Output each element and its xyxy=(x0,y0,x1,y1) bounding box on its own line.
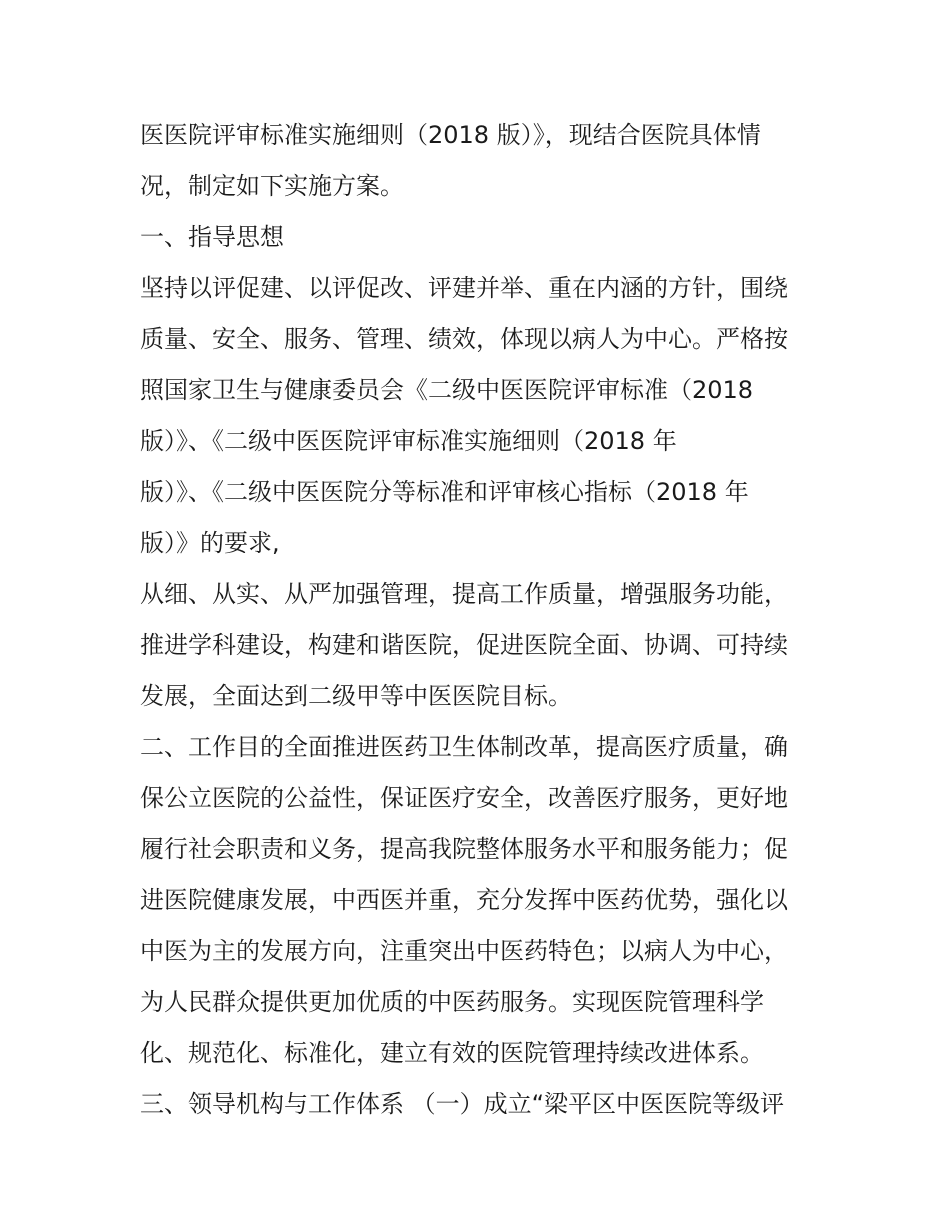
text-line: 履行社会职责和义务，提高我院整体服务水平和服务能力；促 xyxy=(140,835,788,863)
text-line: 版）》的要求, xyxy=(140,529,280,557)
text-line: 推进学科建设，构建和谐医院，促进医院全面、协调、可持续 xyxy=(140,631,788,659)
text-line: 从细、从实、从严加强管理，提高工作质量，增强服务功能， xyxy=(140,580,788,608)
text-line: 况，制定如下实施方案。 xyxy=(140,172,404,200)
text-line: 照国家卫生与健康委员会《二级中医医院评审标准（2018 xyxy=(140,376,754,404)
section-heading: 三、领导机构与工作体系 （一）成立“梁平区中医医院等级评 xyxy=(140,1090,785,1118)
text-line: 化、规范化、标准化，建立有效的医院管理持续改进体系。 xyxy=(140,1039,764,1067)
text-line: 医医院评审标准实施细则（2018 版）》，现结合医院具体情 xyxy=(140,121,761,149)
text-line: 版）》、《二级中医医院分等标准和评审核心指标（2018 年 xyxy=(140,478,749,506)
text-line: 质量、安全、服务、管理、绩效，体现以病人为中心。严格按 xyxy=(140,325,788,353)
text-line: 保公立医院的公益性，保证医疗安全，改善医疗服务，更好地 xyxy=(140,784,788,812)
text-line: 版）》、《二级中医医院评审标准实施细则（2018 年 xyxy=(140,427,677,455)
text-line: 发展，全面达到二级甲等中医医院目标。 xyxy=(140,682,572,710)
section-heading: 一、指导思想 xyxy=(140,223,284,251)
text-line: 坚持以评促建、以评促改、评建并举、重在内涵的方针，围绕 xyxy=(140,274,788,302)
section-heading: 二、工作目的全面推进医药卫生体制改革，提高医疗质量，确 xyxy=(140,733,788,761)
text-line: 中医为主的发展方向，注重突出中医药特色；以病人为中心， xyxy=(140,937,788,965)
text-line: 进医院健康发展，中西医并重，充分发挥中医药优势，强化以 xyxy=(140,886,788,914)
document-body xyxy=(140,110,820,1130)
text-line: 为人民群众提供更加优质的中医药服务。实现医院管理科学 xyxy=(140,988,764,1016)
